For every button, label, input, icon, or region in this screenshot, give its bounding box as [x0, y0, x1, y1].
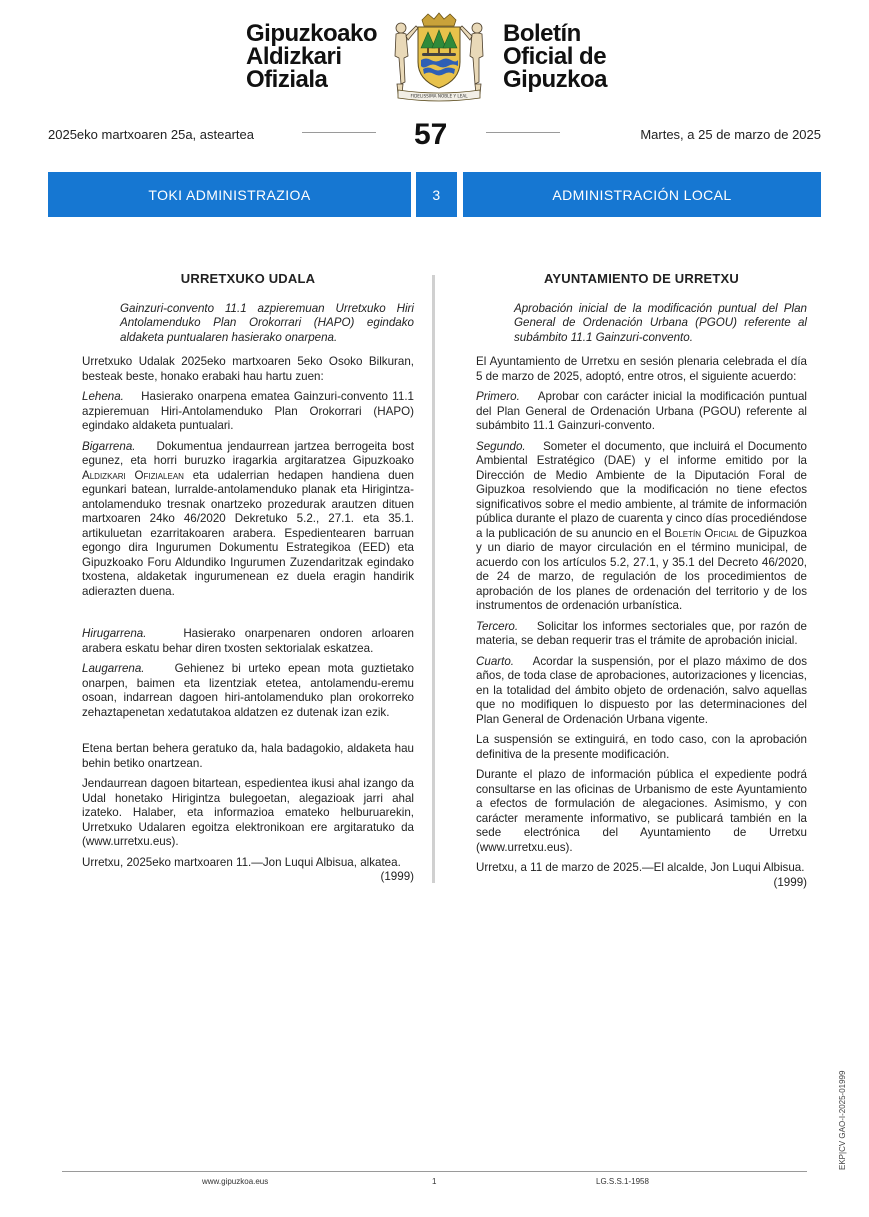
basque-signature	[82, 856, 414, 885]
masthead-spanish-line-2: Oficial de	[503, 43, 607, 70]
spanish-paragraph-2	[476, 440, 807, 614]
section-bar-spanish: ADMINISTRACIÓN LOCAL	[463, 172, 821, 217]
document-side-code: EKP|CV GAO-I-2025-01999	[838, 1070, 847, 1170]
basque-lead-1: Lehena.	[82, 390, 124, 403]
basque-lead-3: Hirugarrena.	[82, 627, 147, 640]
spanish-journal-name: Boletín Oficial	[664, 526, 739, 540]
spanish-summary: Aprobación inicial de la modificación puntual del Plan General de Ordenación Urbana (PGOU) referente al subámbito 11.1 Gainzuri-convento.	[514, 301, 807, 344]
spanish-heading: AYUNTAMIENTO DE URRETXU	[543, 271, 740, 286]
basque-column	[82, 272, 414, 891]
section-bar-basque: TOKI ADMINISTRAZIOA	[48, 172, 411, 217]
section-number: 3	[416, 172, 457, 217]
masthead-spanish-line-3: Gipuzkoa	[503, 66, 608, 93]
basque-text-1: Hasierako onarpena ematea Gainzuri-convento 11.1 azpieremuan Hiri-Antolamenduko Plan Orokorrari (HAPO) egindako aldaketa puntualari.	[82, 390, 414, 432]
date-basque: 2025eko martxoaren 25a, asteartea	[48, 127, 254, 142]
crest-motto-text: FIDELISSIMA NOBLE Y LEAL	[410, 93, 468, 99]
basque-paragraph-2	[82, 440, 414, 600]
basque-signature-text: Urretxu, 2025eko martxoaren 11.—Jon Luqui Albisua, alkatea.	[82, 855, 401, 869]
basque-heading: URRETXUKO UDALA	[180, 271, 316, 286]
masthead-spanish-line-1: Boletín	[503, 20, 581, 47]
basque-text-4: Gehienez bi urteko epean mota guztietako onarpen, baimen eta lizentziak etetea, antolamendu-eremu osoan, indarrean dagoen hiri-antolamenduko plan orokorreko zehaztapenetan xedatutakoa aldatzen ez dutenak izan ezik.	[82, 662, 414, 719]
spanish-paragraph-1	[476, 390, 807, 434]
column-divider	[432, 275, 435, 883]
masthead-spanish-title	[503, 22, 607, 91]
basque-text-3: Hasierako onarpenaren ondoren arloaren arabera eskatu behar diren txosten sektorialak eskatzea.	[82, 627, 414, 655]
spanish-lead-4: Cuarto.	[476, 654, 515, 668]
spanish-paragraph-6: Durante el plazo de información pública el expediente podrá consultarse en las oficinas de Urbanismo de este Ayuntamiento a efectos de formulación de alegaciones. Asimismo, y con carácter meramente informativo, se publicará también en la sede electrónica del Ayuntamiento de Urretxu (www.urretxu.eus).	[476, 768, 807, 854]
masthead-basque-line-2: Aldizkari	[246, 43, 342, 70]
date-spanish: Martes, a 25 de marzo de 2025	[640, 127, 821, 142]
basque-gap-2	[82, 726, 414, 742]
basque-paragraph-6: Jendaurrean dagoen bitartean, espedientea ikusi ahal izango da Udal honetako Hirigintza bulegoetan, alegazioak jarri ahal izateko. Halaber, eta informazioa emateko helburuarekin, Urretxuko Udalaren egoitza elektronikoan ere argitaratuko da (www.urretxu.eus).	[82, 777, 414, 848]
spanish-text-2b: de Gipuzkoa y un diario de mayor circulación en el término municipal, de acuerdo con los artículos 5.2, 27.1, y 35.1 del Decreto 46/2020, de 24 de marzo, de regulación de los procedimientos de aprobación de los planes de ordenación del territorio y de los instrumentos de ordenación urbanística.	[476, 526, 808, 612]
basque-text-2b: eta udalerrian hedapen handiena duen egunkari batean, lurralde-antolamenduko planak eta Hirigintza-antolamenduko tresnak onartzeko prozedurak arautzen dituen martxoaren 24ko 46/2020 Dekretuko 5.2., 27.1. eta 35.1. artikuluetan ezarritakoaren arabera. Espedientearen barruan egongo dira Ingurumen Dokumentu Estrategikoa (EED) eta Gipuzkoako Foru Aldundiko Ingurumen Zuzendaritzak egindako txostena, aldaketak ingurumenean ez duela eragin handirik adierazten duena.	[82, 468, 415, 598]
spanish-intro: El Ayuntamiento de Urretxu en sesión plenaria celebrada el día 5 de marzo de 2025, adoptó, entre otros, el siguiente acuerdo:	[476, 355, 807, 383]
spanish-text-1: Aprobar con carácter inicial la modificación puntual del Plan General de Ordenación Urbana (PGOU) referente al subámbito 11.1 Gainzuri-convento.	[476, 390, 807, 432]
basque-paragraph-3	[82, 627, 414, 656]
spanish-text-4: Acordar la suspensión, por el plazo máximo de dos años, de toda clase de aprobaciones, autorizaciones y licencias, en la totalidad del ámbito objeto de ordenación, salvo aquellas que no modifiquen lo dispuesto por las determinaciones del Plan General de Ordenación Urbana vigente.	[476, 654, 807, 726]
spanish-notice-code: (1999)	[773, 875, 807, 889]
spanish-lead-2: Segundo.	[476, 439, 526, 453]
issue-number: 57	[414, 118, 448, 151]
masthead-basque-title	[246, 22, 377, 91]
footer-website: www.gipuzkoa.eus	[202, 1177, 269, 1186]
spanish-lead-3: Tercero.	[476, 619, 519, 633]
spanish-signature	[476, 861, 807, 890]
spanish-lead-1: Primero.	[476, 390, 520, 403]
masthead-basque-line-1: Gipuzkoako	[246, 20, 378, 47]
basque-notice-code: (1999)	[380, 870, 414, 883]
basque-lead-2: Bigarrena.	[82, 439, 136, 453]
spanish-paragraph-3	[476, 620, 807, 649]
date-line	[0, 118, 869, 152]
spanish-paragraph-4	[476, 655, 807, 728]
masthead-basque-line-3: Ofiziala	[246, 66, 328, 93]
spanish-text-2a: Someter el documento, que incluirá el Documento Ambiental Estratégico (DAE) y el informe emitido por la Dirección de Medio Ambiente de la Diputación Foral de Gipuzkoa resolviendo que la modificación no tiene efectos significativos sobre el medio ambiente, al trámite de información pública durante el plazo de cuarenta y cinco días procediéndose a la publicación de su anuncio en el	[476, 439, 808, 540]
date-rule-left	[302, 132, 376, 133]
basque-gap-1	[82, 605, 414, 627]
date-rule-right	[486, 132, 560, 133]
spanish-text-3: Solicitar los informes sectoriales que, por razón de materia, se deban requerir tras el trámite de aprobación inicial.	[476, 619, 807, 647]
basque-summary: Gainzuri-convento 11.1 azpieremuan Urretxuko Hiri Antolamenduko Plan Orokorrari (HAPO) egindako aldaketa puntualaren hasierako onarpena.	[120, 301, 414, 344]
footer-legal-deposit: LG.S.S.1-1958	[596, 1177, 649, 1186]
basque-journal-name: Aldizkari Ofizialean	[82, 468, 184, 482]
spanish-column	[476, 272, 807, 896]
basque-lead-4: Laugarrena.	[82, 662, 145, 675]
basque-intro: Urretxuko Udalak 2025eko martxoaren 5eko Osoko Bilkuran, besteak beste, honako erabaki hau hartu zuen:	[82, 355, 414, 383]
spanish-signature-text: Urretxu, a 11 de marzo de 2025.—El alcalde, Jon Luqui Albisua.	[476, 861, 805, 874]
basque-paragraph-1	[82, 390, 414, 434]
basque-paragraph-4	[82, 662, 414, 720]
spanish-paragraph-5: La suspensión se extinguirá, en todo caso, con la aprobación definitiva de la presente modificación.	[476, 733, 807, 761]
footer-rule	[62, 1171, 807, 1172]
basque-paragraph-5: Etena bertan behera geratuko da, hala badagokio, aldaketa hau behin betiko onartzean.	[82, 742, 414, 770]
gipuzkoa-coat-of-arms-logo	[386, 12, 492, 102]
basque-text-2a: Dokumentua jendaurrean jartzea berrogeita bost egunez, eta horri buruzko iragarkia argitaratzea Gipuzkoako	[82, 439, 414, 467]
footer-page-number: 1	[432, 1177, 437, 1186]
